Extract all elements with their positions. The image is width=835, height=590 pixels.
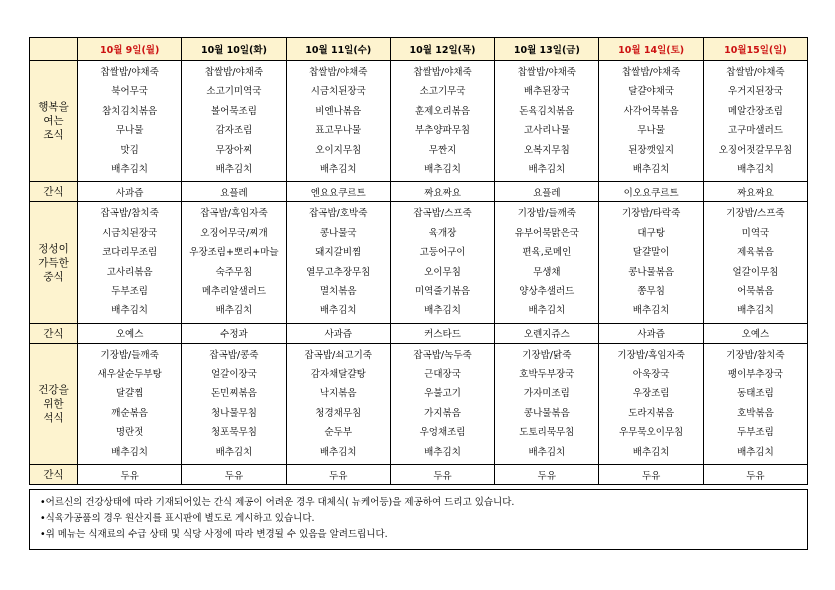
snack-cell: 두유 xyxy=(703,465,807,485)
menu-item: 된장깻잎지 xyxy=(628,144,675,156)
snack-cell: 두유 xyxy=(286,465,390,485)
menu-item: 배추김치 xyxy=(424,305,461,317)
menu-item: 사각어묵볶음 xyxy=(623,105,679,117)
snack-label: 간식 xyxy=(30,465,78,485)
menu-item: 배추김치 xyxy=(632,305,670,317)
menu-item: 순두부 xyxy=(324,427,352,439)
snack-cell: 오예스 xyxy=(78,323,182,343)
menu-item: 미역줄기볶음 xyxy=(415,285,471,297)
menu-item: 찹쌀밥/야채죽 xyxy=(100,67,159,78)
snack-cell: 오렌지쥬스 xyxy=(495,323,599,343)
snack-cell: 요플레 xyxy=(495,182,599,202)
snack-cell: 수정과 xyxy=(182,323,286,343)
meal-row xyxy=(30,202,808,323)
menu-item: 배추김치 xyxy=(111,446,148,458)
menu-item: 편육,로메인 xyxy=(522,247,572,259)
menu-item: 고구마샐러드 xyxy=(727,125,783,137)
menu-item: 도토리묵무침 xyxy=(519,427,575,439)
menu-item: 배추김치 xyxy=(528,446,566,458)
menu-item: 양상추샐러드 xyxy=(519,285,575,297)
menu-item: 배추김치 xyxy=(111,305,148,317)
menu-item: 청포묵무침 xyxy=(211,427,257,439)
menu-item: 가지볶음 xyxy=(424,407,461,419)
meal-cell xyxy=(599,61,703,182)
menu-item: 배추김치 xyxy=(215,305,253,317)
menu-item: 열무고추장무침 xyxy=(306,266,371,278)
menu-item: 볼어묵조림 xyxy=(211,105,257,117)
menu-item: 얼갈이무침 xyxy=(732,266,779,278)
menu-item: 우거지된장국 xyxy=(727,86,783,98)
meal-cell xyxy=(495,343,599,464)
menu-item: 오이지무침 xyxy=(315,144,362,156)
menu-item: 무장아찌 xyxy=(215,144,253,156)
menu-item: 배추김치 xyxy=(424,446,461,458)
snack-label: 간식 xyxy=(30,182,78,202)
snack-cell: 사과즙 xyxy=(599,323,703,343)
menu-item: 기장밥/흑임자죽 xyxy=(617,349,685,361)
menu-item: 잡곡밥/호박죽 xyxy=(309,208,368,220)
menu-item: 잡곡밥/흑임자죽 xyxy=(200,208,268,220)
menu-item: 달걀찜 xyxy=(115,388,144,400)
menu-item: 명란젓 xyxy=(115,427,144,439)
menu-item: 우무묵오이무침 xyxy=(619,427,684,439)
menu-item: 오이무침 xyxy=(424,266,461,278)
menu-item: 고등어구이 xyxy=(419,247,466,259)
meal-cell xyxy=(78,343,182,464)
meal-cell xyxy=(599,202,703,323)
menu-item: 배추김치 xyxy=(632,163,670,175)
snack-cell: 엔요요쿠르트 xyxy=(286,182,390,202)
menu-item: 두부조림 xyxy=(111,285,148,297)
meal-cell xyxy=(78,202,182,323)
menu-item: 기장밥/참치죽 xyxy=(726,349,785,361)
day-header: 10월 9일(월) xyxy=(78,38,182,61)
day-header: 10월 14일(토) xyxy=(599,38,703,61)
menu-item: 무나물 xyxy=(637,125,665,137)
snack-cell: 사과즙 xyxy=(78,182,182,202)
meal-cell xyxy=(182,202,286,323)
snack-cell: 두유 xyxy=(182,465,286,485)
menu-item: 얼갈이장국 xyxy=(211,369,257,381)
menu-item: 미역국 xyxy=(741,227,770,239)
menu-item: 잡곡밥/콩죽 xyxy=(209,349,259,361)
menu-item: 감자조림 xyxy=(215,125,253,137)
menu-item: 배추김치 xyxy=(111,163,148,175)
menu-item: 기장밥/스프죽 xyxy=(726,208,785,220)
notes-box xyxy=(29,489,808,550)
meal-cell xyxy=(286,202,390,323)
menu-item: 쫑무침 xyxy=(637,285,665,297)
menu-item: 팽이부추장국 xyxy=(727,369,783,381)
menu-item: 찹쌀밥/야채죽 xyxy=(517,67,576,78)
menu-item: 콩나물국 xyxy=(319,227,357,239)
menu-item: 깨순볶음 xyxy=(111,407,148,419)
snack-cell: 두유 xyxy=(390,465,494,485)
meal-cell xyxy=(390,343,494,464)
meal-cell xyxy=(703,61,807,182)
meal-cell xyxy=(286,343,390,464)
snack-row xyxy=(30,465,808,485)
menu-item: 찹쌀밥/야채죽 xyxy=(413,67,472,78)
menu-item: 낙지볶음 xyxy=(319,388,357,400)
menu-item: 찹쌀밥/야채죽 xyxy=(622,67,681,78)
meal-cell xyxy=(703,343,807,464)
menu-item: 배추김치 xyxy=(737,305,774,317)
meal-label: 건강을 위한 석식 xyxy=(30,343,78,464)
meal-row xyxy=(30,343,808,464)
menu-item: 무짠지 xyxy=(428,144,457,156)
meal-cell xyxy=(599,343,703,464)
menu-item: 오징어무국/찌개 xyxy=(200,227,268,239)
menu-item: 우장조림+뽀리+마늘 xyxy=(189,247,279,259)
day-header: 10월 11일(수) xyxy=(286,38,390,61)
menu-item: 호박볶음 xyxy=(737,407,774,419)
menu-item: 배추김치 xyxy=(528,305,566,317)
menu-item: 잡곡밥/참치죽 xyxy=(100,208,159,220)
snack-cell: 커스타드 xyxy=(390,323,494,343)
menu-item: 시금치된장국 xyxy=(102,227,158,239)
menu-item: 기장밥/들깨죽 xyxy=(100,349,159,361)
menu-item: 부추양파무침 xyxy=(415,125,471,137)
menu-item: 호박두부장국 xyxy=(519,369,575,381)
menu-item: 코다리무조림 xyxy=(102,247,158,259)
menu-item: 배추김치 xyxy=(215,163,253,175)
menu-item: 청나물무침 xyxy=(211,407,257,419)
meal-cell xyxy=(495,202,599,323)
menu-item: 시금치된장국 xyxy=(310,86,366,98)
menu-item: 기장밥/들깨죽 xyxy=(517,208,576,220)
menu-item: 어묵볶음 xyxy=(737,285,774,297)
menu-item: 배추김치 xyxy=(319,446,357,458)
snack-cell: 두유 xyxy=(495,465,599,485)
menu-item: 돈육김치볶음 xyxy=(519,105,575,117)
menu-item: 기장밥/닭죽 xyxy=(522,349,572,361)
menu-item: 배추김치 xyxy=(215,446,253,458)
menu-item: 우엉채조림 xyxy=(419,427,466,439)
meal-cell xyxy=(182,61,286,182)
meal-cell xyxy=(390,61,494,182)
menu-item: 배추김치 xyxy=(424,163,461,175)
menu-item: 고사리나물 xyxy=(523,125,570,137)
snack-cell: 오예스 xyxy=(703,323,807,343)
weekly-menu-table xyxy=(29,37,808,485)
menu-item: 메알간장조림 xyxy=(727,105,783,117)
header-row xyxy=(30,38,808,61)
meal-cell xyxy=(495,61,599,182)
menu-item: 새우살순두부탕 xyxy=(97,369,162,381)
menu-item: 무나물 xyxy=(115,125,144,137)
menu-item: 대구탕 xyxy=(637,227,665,239)
meal-cell xyxy=(286,61,390,182)
menu-item: 콩나물볶음 xyxy=(523,407,570,419)
menu-item: 오징어젓갈무무침 xyxy=(718,144,793,156)
menu-item: 메추리알샐러드 xyxy=(201,285,267,297)
menu-item: 북어무국 xyxy=(111,86,148,98)
menu-item: 오복지무침 xyxy=(523,144,570,156)
snack-cell: 이오요쿠르트 xyxy=(599,182,703,202)
snack-row xyxy=(30,323,808,343)
menu-item: 훈제오리볶음 xyxy=(415,105,471,117)
menu-item: 잡곡밥/녹두죽 xyxy=(413,349,472,361)
meal-cell xyxy=(390,202,494,323)
menu-item: 동태조림 xyxy=(737,388,774,400)
snack-cell: 짜요짜요 xyxy=(703,182,807,202)
menu-item: 소고기미역국 xyxy=(206,86,262,98)
menu-item: 숙주무침 xyxy=(215,266,253,278)
menu-item: 달걀야채국 xyxy=(628,86,675,98)
menu-item: 참치김치볶음 xyxy=(102,105,158,117)
meal-row xyxy=(30,61,808,182)
meal-label: 정성이 가득한 중식 xyxy=(30,202,78,323)
day-header: 10월 10일(화) xyxy=(182,38,286,61)
snack-cell: 요플레 xyxy=(182,182,286,202)
menu-item: 돼지갈비찜 xyxy=(315,247,362,259)
note-line: •위 메뉴는 식재료의 수급 상태 및 식당 사정에 따라 변경될 수 있음을 알려드립니다. xyxy=(40,529,388,540)
menu-item: 잡곡밥/스프죽 xyxy=(413,208,472,220)
menu-item: 맛김 xyxy=(120,144,139,156)
snack-row xyxy=(30,182,808,202)
menu-item: 두부조림 xyxy=(737,427,774,439)
day-header: 10월15일(일) xyxy=(703,38,807,61)
snack-label: 간식 xyxy=(30,323,78,343)
menu-item: 우불고기 xyxy=(424,388,461,400)
menu-item: 청경채무침 xyxy=(315,407,362,419)
menu-item: 찹쌀밥/야채죽 xyxy=(726,67,785,78)
menu-item: 비엔나볶음 xyxy=(315,105,362,117)
menu-item: 배추김치 xyxy=(737,446,774,458)
menu-item: 콩나물볶음 xyxy=(628,266,675,278)
menu-item: 배추김치 xyxy=(319,163,357,175)
menu-item: 달걀말이 xyxy=(632,247,670,259)
menu-item: 소고기무국 xyxy=(419,86,466,98)
menu-item: 배추김치 xyxy=(528,163,566,175)
meal-cell xyxy=(703,202,807,323)
menu-item: 멸치볶음 xyxy=(319,285,357,297)
menu-item: 감자채달걀탕 xyxy=(310,369,366,381)
menu-item: 기장밥/타락죽 xyxy=(622,208,681,220)
menu-item: 고사리볶음 xyxy=(106,266,153,278)
snack-cell: 두유 xyxy=(599,465,703,485)
menu-item: 우장조림 xyxy=(632,388,670,400)
day-header: 10월 12일(목) xyxy=(390,38,494,61)
menu-item: 육개장 xyxy=(428,227,457,239)
snack-cell: 두유 xyxy=(78,465,182,485)
meal-cell xyxy=(182,343,286,464)
menu-item: 아욱장국 xyxy=(632,369,670,381)
menu-item: 배추김치 xyxy=(319,305,357,317)
note-line: •식육가공품의 경우 원산지를 표시판에 별도로 게시하고 있습니다. xyxy=(40,513,315,524)
menu-item: 배추김치 xyxy=(632,446,670,458)
menu-item: 제육볶음 xyxy=(737,247,774,259)
menu-item: 찹쌀밥/야채죽 xyxy=(309,67,368,78)
day-header: 10월 13일(금) xyxy=(495,38,599,61)
menu-item: 가자미조림 xyxy=(523,388,570,400)
snack-cell: 짜요짜요 xyxy=(390,182,494,202)
menu-item: 표고무나물 xyxy=(315,125,362,137)
menu-item: 돈민찌볶음 xyxy=(211,388,257,400)
menu-item: 잡곡밥/쇠고기죽 xyxy=(304,349,372,361)
meal-label: 행복을 여는 조식 xyxy=(30,61,78,182)
menu-item: 무생채 xyxy=(533,266,561,278)
menu-item: 찹쌀밥/야채죽 xyxy=(204,67,264,78)
meal-cell xyxy=(78,61,182,182)
snack-cell: 사과즙 xyxy=(286,323,390,343)
menu-item: 배추된장국 xyxy=(523,86,570,98)
menu-item: 근대장국 xyxy=(424,369,461,381)
header-corner xyxy=(30,38,78,61)
note-line: •어르신의 건강상태에 따라 기재되어있는 간식 제공이 어려운 경우 대체식( 뉴케어등)을 제공하여 드리고 있습니다. xyxy=(40,497,515,508)
menu-item: 배추김치 xyxy=(737,163,774,175)
menu-item: 유부어묵맑은국 xyxy=(514,227,579,239)
menu-item: 도라지볶음 xyxy=(628,407,675,419)
